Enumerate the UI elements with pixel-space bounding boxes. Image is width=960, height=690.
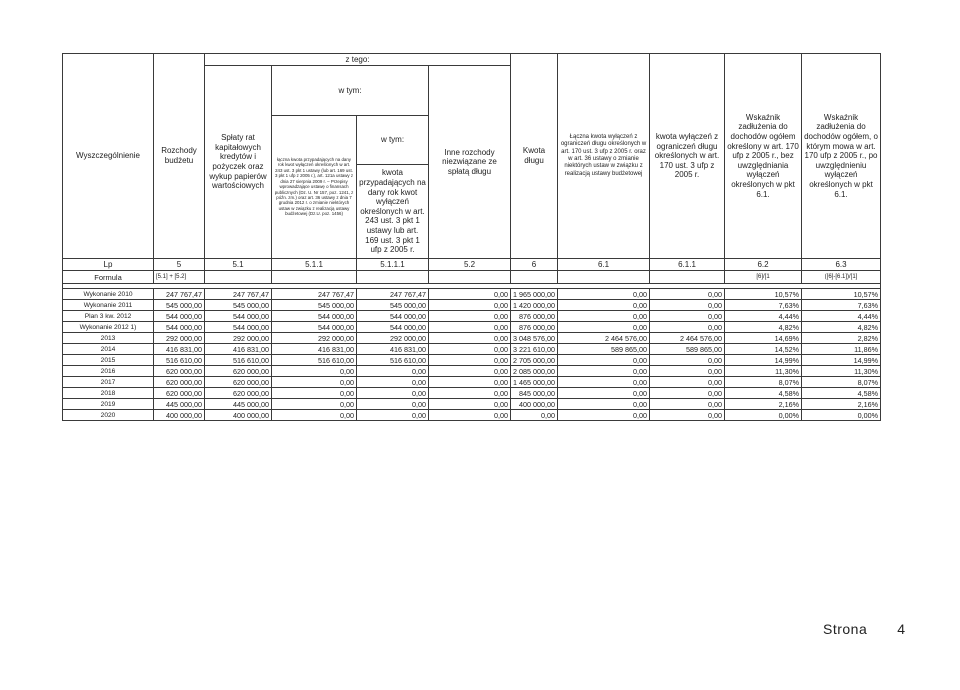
table-cell: 1 465 000,00 (511, 377, 558, 388)
header-splaty: Spłaty rat kapitałowych kredytów i pożyczek oraz wykup papierów wartościowych (205, 66, 272, 259)
row-label: 2013 (63, 333, 154, 344)
row-label: 2020 (63, 410, 154, 421)
table-cell: 544 000,00 (272, 322, 357, 333)
table-cell: 292 000,00 (272, 333, 357, 344)
table-cell: 545 000,00 (205, 300, 272, 311)
header-wyszczegolnienie: Wyszczególnienie (63, 54, 154, 259)
table-cell: 0,00 (650, 377, 725, 388)
table-cell: 620 000,00 (205, 377, 272, 388)
formula-row (63, 271, 881, 284)
table-cell: 247 767,47 (357, 289, 429, 300)
table-cell: 14,69% (725, 333, 802, 344)
table-cell: 0,00 (429, 399, 511, 410)
table-cell: 0,00 (650, 300, 725, 311)
table-cell: 0,00 (429, 410, 511, 421)
header-wskaznik-po: Wskaźnik zadłużenia do dochodów ogółem, o którym mowa w art. 170 ufp z 2005 r., po uwzględnieniu wyłączeń określonych w pkt 6.1. (802, 54, 881, 259)
table-cell: 545 000,00 (154, 300, 205, 311)
formula-6-3: ([6]-[6.1])/[1] (802, 271, 881, 284)
table-cell: 416 831,00 (357, 344, 429, 355)
table-row (63, 300, 881, 311)
table-cell: 2,16% (802, 399, 881, 410)
page-footer (823, 621, 936, 637)
table-cell: 445 000,00 (154, 399, 205, 410)
table-cell: 620 000,00 (154, 388, 205, 399)
table-row (63, 377, 881, 388)
table-cell: 0,00 (272, 410, 357, 421)
header-wskaznik-bez: Wskaźnik zadłużenia do dochodów ogółem określony w art. 170 ufp z 2005 r., bez uwzględniania wyłączeń określonych w pkt 6.1. (725, 54, 802, 259)
lp-code: 6.2 (725, 259, 802, 271)
table-row (63, 289, 881, 300)
table-cell: 0,00 (558, 366, 650, 377)
table-cell: 0,00 (429, 289, 511, 300)
row-label: 2015 (63, 355, 154, 366)
table-row (63, 333, 881, 344)
debt-forecast-table (62, 53, 881, 421)
table-cell: 2 464 576,00 (558, 333, 650, 344)
table-cell: 620 000,00 (205, 366, 272, 377)
row-label: 2018 (63, 388, 154, 399)
table-cell: 0,00 (650, 355, 725, 366)
table-cell: 4,82% (802, 322, 881, 333)
lp-code: 5.1.1.1 (357, 259, 429, 271)
header-w-tym-2: w tym: (357, 115, 429, 165)
table-cell: 3 221 610,00 (511, 344, 558, 355)
table-cell: 292 000,00 (357, 333, 429, 344)
row-label: Plan 3 kw. 2012 (63, 311, 154, 322)
table-cell: 416 831,00 (272, 344, 357, 355)
lp-code: 6.3 (802, 259, 881, 271)
table-cell: 0,00 (429, 366, 511, 377)
table-cell: 4,58% (802, 388, 881, 399)
table-cell: 516 610,00 (272, 355, 357, 366)
header-kwota-dlugu: Kwota długu (511, 54, 558, 259)
table-cell: 0,00 (429, 300, 511, 311)
table-row (63, 399, 881, 410)
lp-row (63, 259, 881, 271)
header-z-tego: z tego: (205, 54, 511, 66)
page-number: 4 (897, 621, 906, 637)
table-cell: 0,00 (429, 344, 511, 355)
page-label: Strona (823, 621, 868, 637)
table-cell: 2,16% (725, 399, 802, 410)
table-cell: 0,00 (357, 388, 429, 399)
table-cell: 14,99% (802, 355, 881, 366)
table-cell: 516 610,00 (154, 355, 205, 366)
lp-code: 5 (154, 259, 205, 271)
table-cell: 0,00 (558, 311, 650, 322)
table-cell: 4,58% (725, 388, 802, 399)
lp-code: 6.1 (558, 259, 650, 271)
table-cell: 0,00 (558, 377, 650, 388)
table-cell: 0,00 (558, 289, 650, 300)
table-row (63, 366, 881, 377)
table-cell: 0,00 (650, 388, 725, 399)
lp-code: 5.2 (429, 259, 511, 271)
data-rows (63, 289, 881, 421)
table-cell: 0,00 (357, 410, 429, 421)
table-cell: 0,00 (650, 289, 725, 300)
table-row (63, 355, 881, 366)
table-cell: 545 000,00 (272, 300, 357, 311)
table-cell: 0,00 (558, 410, 650, 421)
table-cell: 0,00% (802, 410, 881, 421)
table-cell: 0,00 (650, 322, 725, 333)
header-w-tym-1: w tym: (272, 66, 429, 116)
table-cell: 0,00 (429, 377, 511, 388)
table-cell: 8,07% (725, 377, 802, 388)
table-cell: 0,00 (357, 377, 429, 388)
table-cell: 247 767,47 (205, 289, 272, 300)
row-label: 2019 (63, 399, 154, 410)
lp-label: Lp (63, 259, 154, 271)
table-cell: 7,63% (725, 300, 802, 311)
table-cell: 10,57% (725, 289, 802, 300)
table-cell: 14,99% (725, 355, 802, 366)
table-cell: 0,00 (558, 355, 650, 366)
table-cell: 544 000,00 (272, 311, 357, 322)
debt-forecast-document (62, 53, 880, 421)
table-cell: 544 000,00 (357, 311, 429, 322)
header-inne-rozchody: Inne rozchody niezwiązane ze spłatą długu (429, 66, 511, 259)
table-cell: 4,82% (725, 322, 802, 333)
table-row (63, 311, 881, 322)
table-cell: 544 000,00 (154, 311, 205, 322)
table-row (63, 344, 881, 355)
table-cell: 0,00 (650, 366, 725, 377)
lp-code: 6 (511, 259, 558, 271)
table-cell: 589 865,00 (558, 344, 650, 355)
table-cell: 0,00 (357, 366, 429, 377)
table-cell: 292 000,00 (154, 333, 205, 344)
table-cell: 0,00 (558, 322, 650, 333)
header-laczna-wylaczen: Łączna kwota wyłączeń z ograniczeń długu określonych w art. 170 ust. 3 ufp z 2005 r. oraz w art. 36 ustawy o zmianie niektórych ustaw w związku z realizacją ustawy budżetowej (558, 54, 650, 259)
table-cell: 2 464 576,00 (650, 333, 725, 344)
table-cell: 14,52% (725, 344, 802, 355)
row-label: 2017 (63, 377, 154, 388)
table-cell: 7,63% (802, 300, 881, 311)
table-cell: 876 000,00 (511, 322, 558, 333)
table-cell: 0,00 (272, 366, 357, 377)
table-cell: 0,00 (429, 355, 511, 366)
table-cell: 544 000,00 (205, 311, 272, 322)
table-cell: 0,00 (650, 410, 725, 421)
table-cell: 11,30% (802, 366, 881, 377)
table-cell: 400 000,00 (205, 410, 272, 421)
table-cell: 589 865,00 (650, 344, 725, 355)
table-cell: 0,00 (429, 333, 511, 344)
lp-code: 6.1.1 (650, 259, 725, 271)
formula-label: Formula (63, 271, 154, 284)
table-row (63, 388, 881, 399)
lp-code: 5.1.1 (272, 259, 357, 271)
table-cell: 416 831,00 (205, 344, 272, 355)
table-cell: 292 000,00 (205, 333, 272, 344)
table-cell: 247 767,47 (272, 289, 357, 300)
table-cell: 1 965 000,00 (511, 289, 558, 300)
table-cell: 0,00 (429, 311, 511, 322)
row-label: Wykonanie 2012 1) (63, 322, 154, 333)
header-laczna-kwota: łączna kwota przypadających na dany rok kwot wyłączeń określonych w art. 243 ust. 3 pkt 1 ustawy (lub art. 169 ust. 3 pkt 1 ufp z 2005 r.), art. 121a ustawy z dnia 27 sierpnia 2009 r. – Przepisy wprowadzające ustawę o finansach publicznych (Dz. U. Nr 157, poz. 1241, z późn. zm.) oraz art. 36 ustawy z dnia 7 grudnia 2012 r. o zmianie niektórych ustaw w związku z realizacją ustawy budżetowej (Dz.U. poz. 1456) (272, 115, 357, 259)
table-cell: 620 000,00 (154, 366, 205, 377)
table-cell: 516 610,00 (357, 355, 429, 366)
row-label: Wykonanie 2011 (63, 300, 154, 311)
table-cell: 0,00 (558, 399, 650, 410)
header-kwota-przypadajacych: kwota przypadających na dany rok kwot wyłączeń określonych w art. 243 ust. 3 pkt 1 ustawy lub art. 169 ust. 3 pkt 1 ufp z 2005 r. (357, 165, 429, 259)
table-cell: 11,86% (802, 344, 881, 355)
formula-6-2: [6]/[1 (725, 271, 802, 284)
table-cell: 400 000,00 (154, 410, 205, 421)
table-cell: 2,82% (802, 333, 881, 344)
table-cell: 544 000,00 (357, 322, 429, 333)
table-cell: 3 048 576,00 (511, 333, 558, 344)
lp-code: 5.1 (205, 259, 272, 271)
table-cell: 0,00 (272, 399, 357, 410)
table-row (63, 410, 881, 421)
table-cell: 400 000,00 (511, 399, 558, 410)
table-cell: 11,30% (725, 366, 802, 377)
table-cell: 0,00 (558, 300, 650, 311)
table-cell: 620 000,00 (205, 388, 272, 399)
table-cell: 0,00% (725, 410, 802, 421)
table-cell: 445 000,00 (205, 399, 272, 410)
table-cell: 544 000,00 (205, 322, 272, 333)
table-cell: 0,00 (511, 410, 558, 421)
table-cell: 0,00 (272, 388, 357, 399)
row-label: 2014 (63, 344, 154, 355)
table-cell: 8,07% (802, 377, 881, 388)
table-cell: 2 705 000,00 (511, 355, 558, 366)
header-kwota-wylaczen: kwota wyłączeń z ograniczeń długu określonych w art. 170 ust. 3 ufp z 2005 r. (650, 54, 725, 259)
table-cell: 2 085 000,00 (511, 366, 558, 377)
row-label: 2016 (63, 366, 154, 377)
table-cell: 4,44% (725, 311, 802, 322)
formula-5: [5.1] + [5.2] (154, 271, 205, 284)
table-row (63, 322, 881, 333)
table-cell: 0,00 (558, 388, 650, 399)
table-cell: 247 767,47 (154, 289, 205, 300)
row-label: Wykonanie 2010 (63, 289, 154, 300)
table-cell: 1 420 000,00 (511, 300, 558, 311)
table-cell: 0,00 (429, 388, 511, 399)
table-cell: 516 610,00 (205, 355, 272, 366)
table-cell: 544 000,00 (154, 322, 205, 333)
table-cell: 845 000,00 (511, 388, 558, 399)
table-cell: 0,00 (272, 377, 357, 388)
table-cell: 416 831,00 (154, 344, 205, 355)
table-cell: 0,00 (429, 322, 511, 333)
table-cell: 620 000,00 (154, 377, 205, 388)
table-cell: 4,44% (802, 311, 881, 322)
table-cell: 545 000,00 (357, 300, 429, 311)
table-cell: 876 000,00 (511, 311, 558, 322)
header-rozchody: Rozchody budżetu (154, 54, 205, 259)
table-cell: 10,57% (802, 289, 881, 300)
table-cell: 0,00 (650, 399, 725, 410)
table-cell: 0,00 (650, 311, 725, 322)
table-cell: 0,00 (357, 399, 429, 410)
